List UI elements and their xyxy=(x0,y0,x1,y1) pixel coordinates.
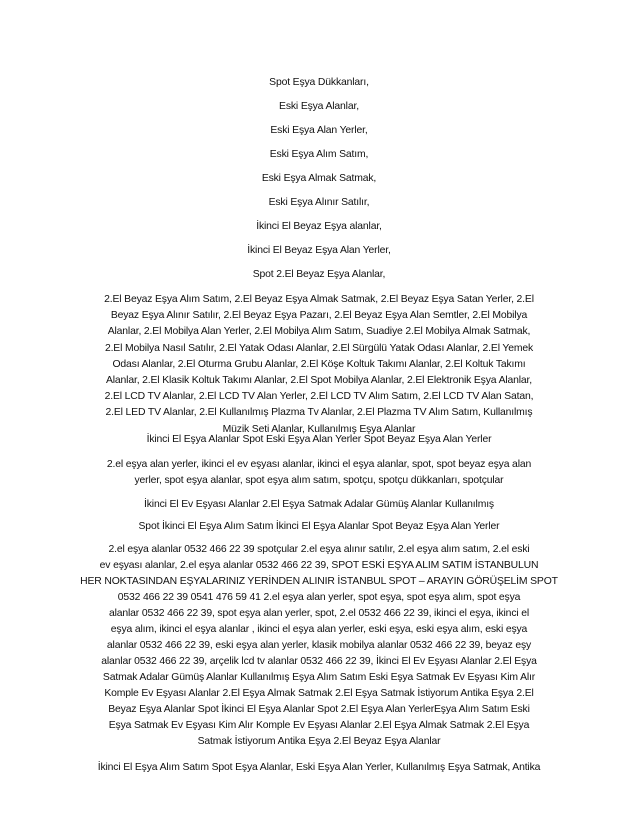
paragraph-3-line: Eşya Satmak Ev Eşyası Kim Alır Komple Ev Eşyası Alanlar 2.El Eşya Almak Satmak 2.El Eşya xyxy=(108,720,530,731)
body-line: İkinci El Ev Eşyası Alanlar 2.El Eşya Satmak Adalar Gümüş Alanlar Kullanılmış xyxy=(144,499,494,510)
heading-line: Eski Eşya Almak Satmak, xyxy=(261,173,377,184)
paragraph-3-line: alanlar 0532 466 22 39, eski eşya alan yerler, klasik mobilya alanlar 0532 466 22 39, beyaz eşy xyxy=(106,640,532,651)
paragraph-1-line: Odası Alanlar, 2.El Oturma Grubu Alanlar, 2.El Köşe Koltuk Takımı Alanlar, 2.El Koltuk Takımı xyxy=(112,358,526,370)
paragraph-2-line: 2.el eşya alan yerler, ikinci el ev eşyası alanlar, ikinci el eşya alanlar, spot, spot beyaz eşya alan xyxy=(106,459,532,470)
paragraph-3-line: alanlar 0532 466 22 39, spot eşya alan yerler, spot, 2.el 0532 466 22 39, ikinci el eşya, ikinci el xyxy=(108,608,530,619)
paragraph-1-line: Alanlar, 2.El Mobilya Alan Yerler, 2.El Mobilya Alım Satım, Suadiye 2.El Mobilya Almak Satmak, xyxy=(107,326,531,338)
paragraph-1-line: Alanlar, 2.El Klasik Koltuk Takımı Alanlar, 2.El Spot Mobilya Alanlar, 2.El Elektronik Eşya Alanlar, xyxy=(105,375,533,386)
body-line: İkinci El Eşya Alım Satım Spot Eşya Alanlar, Eski Eşya Alan Yerler, Kullanılmış Eşya Satmak, Antika xyxy=(97,762,541,773)
heading-line: Eski Eşya Alan Yerler, xyxy=(270,125,368,136)
heading-line: İkinci El Beyaz Eşya Alan Yerler, xyxy=(247,245,391,256)
paragraph-3-line: Komple Ev Eşyası Alanlar 2.El Eşya Almak Satmak 2.El Eşya Satmak İstiyorum Antika Eşya 2.El xyxy=(104,688,534,699)
heading-line: Eski Eşya Alanlar, xyxy=(279,101,359,112)
paragraph-3-line: HER NOKTASINDAN EŞYALARINIZ YERİNDEN ALINIR İSTANBUL SPOT – ARAYIN GÖRÜŞELİM SPOT xyxy=(80,576,558,587)
paragraph-1-line: Beyaz Eşya Alınır Satılır, 2.El Beyaz Eşya Pazarı, 2.El Beyaz Eşya Alan Semtler, 2.El Mobilya xyxy=(110,310,528,322)
paragraph-2-line: yerler, spot eşya alanlar, spot eşya alım satım, spotçu, spotçu dükkanları, spotçular xyxy=(134,475,504,487)
paragraph-1-line: 2.El LED TV Alanlar, 2.El Kullanılmış Plazma Tv Alanlar, 2.El Plazma TV Alım Satım, Kullanılmış xyxy=(105,407,533,419)
heading-line: İkinci El Beyaz Eşya alanlar, xyxy=(256,221,382,232)
paragraph-3-line: 0532 466 22 39 0541 476 59 41 2.el eşya alan yerler, spot eşya, spot eşya alım, spot eşya xyxy=(117,592,521,603)
paragraph-3-line: ev eşyası alanlar, 2.el eşya alanlar 0532 466 22 39, SPOT ESKİ EŞYA ALIM SATIM İSTANBULUN xyxy=(99,560,539,571)
paragraph-3-line: 2.el eşya alanlar 0532 466 22 39 spotçular 2.el eşya alınır satılır, 2.el eşya alım satım, 2.el eski xyxy=(108,544,530,555)
paragraph-3-line: Satmak Adalar Gümüş Alanlar Kullanılmış Eşya Alım Satım Eski Eşya Satmak Ev Eşyası Kim Alır xyxy=(102,672,536,683)
body-line: İkinci El Eşya Alanlar Spot Eski Eşya Alan Yerler Spot Beyaz Eşya Alan Yerler xyxy=(146,434,492,445)
body-line: Spot İkinci El Eşya Alım Satım İkinci El Eşya Alanlar Spot Beyaz Eşya Alan Yerler xyxy=(138,521,500,532)
heading-line: Eski Eşya Alım Satım, xyxy=(269,149,369,160)
paragraph-1-line: 2.El Beyaz Eşya Alım Satım, 2.El Beyaz Eşya Almak Satmak, 2.El Beyaz Eşya Satan Yerler, 2.El xyxy=(104,294,534,305)
paragraph-3-line: alanlar 0532 466 22 39, arçelik lcd tv alanlar 0532 466 22 39, İkinci El Ev Eşyası Alanlar 2.El Eşya xyxy=(101,656,537,667)
heading-line: Spot 2.El Beyaz Eşya Alanlar, xyxy=(252,269,386,280)
paragraph-1-line: 2.El Mobilya Nasıl Satılır, 2.El Yatak Odası Alanlar, 2.El Sürgülü Yatak Odası Alanlar, 2.El Yemek xyxy=(104,342,534,354)
heading-line: Spot Eşya Dükkanları, xyxy=(269,77,369,88)
heading-line: Eski Eşya Alınır Satılır, xyxy=(268,197,370,208)
paragraph-1-line: 2.El LCD TV Alanlar, 2.El LCD TV Alan Yerler, 2.El LCD TV Alım Satım, 2.El LCD TV Alan Satan, xyxy=(104,391,534,403)
paragraph-3-line: Beyaz Eşya Alanlar Spot İkinci El Eşya Alanlar Spot 2.El Eşya Alan YerlerEşya Alım Satım Eski xyxy=(108,704,530,715)
paragraph-3-line: eşya alım, ikinci el eşya alanlar , ikinci el eşya alan yerler, eski eşya, eski eşya alım, eski eşya xyxy=(110,624,528,635)
paragraph-3-line: Satmak İstiyorum Antika Eşya 2.El Beyaz Eşya Alanlar xyxy=(197,736,441,747)
paragraph-1-line: Müzik Seti Alanlar, Kullanılmış Eşya Alanlar xyxy=(222,423,416,435)
